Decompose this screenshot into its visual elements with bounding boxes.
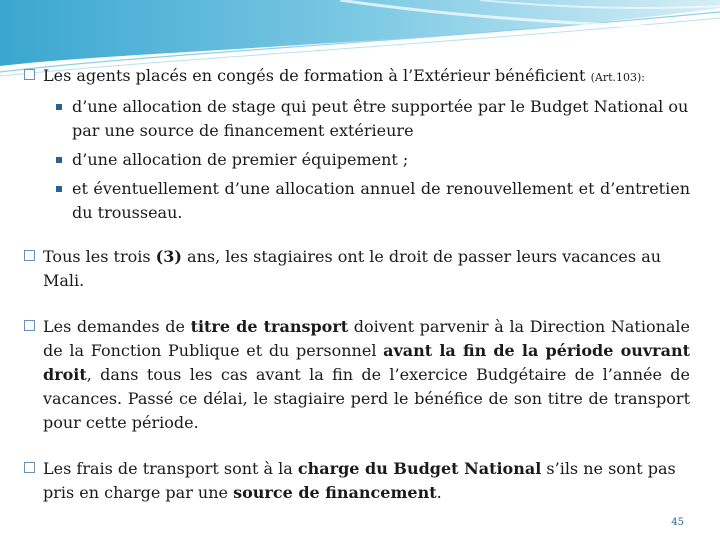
slide-content	[24, 64, 690, 505]
p2-bold: (3)	[155, 247, 182, 266]
checkbox-bullet-icon	[24, 320, 35, 331]
p4-text-c: s’ils ne sont pas pris en charge par une	[43, 459, 676, 502]
list-item	[24, 148, 690, 172]
p4-bold-b: charge du Budget National	[297, 459, 542, 478]
list-item-text: et éventuellement d’une allocation annuel de renouvellement et d’entretien du trousseau.	[72, 179, 690, 222]
p3-bold-b: titre de transport	[190, 317, 349, 336]
p2-text-a: Tous les trois	[43, 247, 156, 266]
p2-text-c: ans, les stagiaires ont le droit de passer leurs vacances au Mali.	[43, 247, 662, 290]
checkbox-bullet-icon	[24, 462, 35, 473]
list-item-text: d’une allocation de premier équipement ;	[72, 150, 409, 169]
page-number: 45	[671, 517, 684, 528]
square-bullet-icon	[56, 157, 62, 163]
p3-bold-d: avant la fin de la période ouvrant droit	[43, 341, 691, 384]
checkbox-bullet-icon	[24, 250, 35, 261]
list-item	[24, 177, 690, 225]
p3-text-c: doivent parvenir à la Direction Nationale de la Fonction Publique et du personnel	[43, 317, 691, 360]
paragraph-formation	[24, 64, 690, 90]
p3-text-a: Les demandes de	[43, 317, 191, 336]
square-bullet-icon	[56, 104, 62, 110]
paragraph-frais-transport	[24, 457, 690, 505]
p1-text: Les agents placés en congés de formation à l’Extérieur bénéficient	[43, 66, 586, 85]
square-bullet-icon	[56, 186, 62, 192]
list-item	[24, 95, 690, 143]
list-item-text: d’une allocation de stage qui peut être supportée par le Budget National ou par une source de financement extérieure	[72, 97, 689, 140]
p3-text-e: , dans tous les cas avant la fin de l’exercice Budgétaire de l’année de vacances. Passé ce délai, le stagiaire perd le bénéfice de son titre de transport pour cette période.	[43, 365, 690, 432]
checkbox-bullet-icon	[24, 69, 35, 80]
article-ref: (Art.103):	[590, 71, 645, 84]
paragraph-titre-transport	[24, 315, 690, 435]
p4-text-a: Les frais de transport sont à la	[43, 459, 298, 478]
p4-bold-d: source de financement	[233, 483, 437, 502]
paragraph-vacances	[24, 245, 690, 293]
p4-text-e: .	[436, 483, 442, 502]
